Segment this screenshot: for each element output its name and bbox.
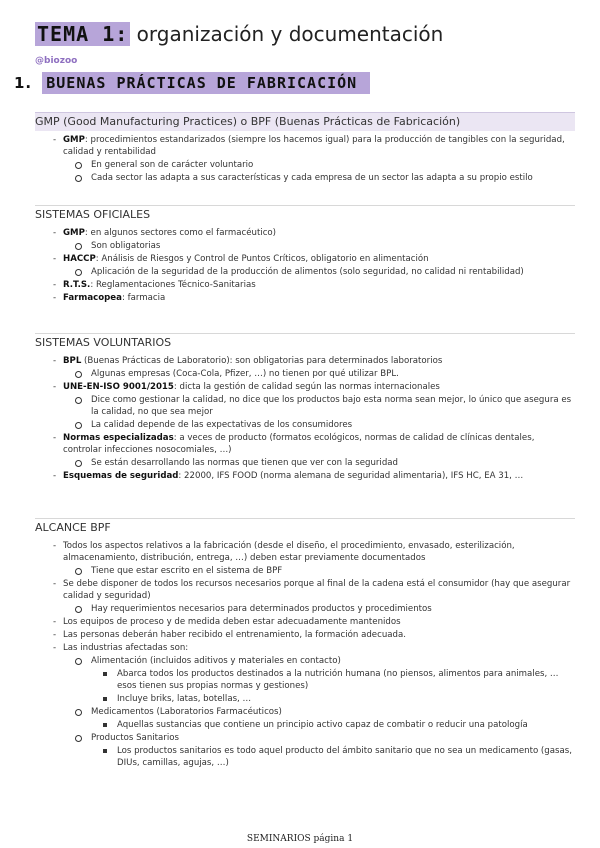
list-item: - Los equipos de proceso y de medida deben estar adecuadamente mantenidos [35,616,575,628]
list-item: - Normas especializadas: a veces de producto (formatos ecológicos, normas de calidad de clínicas dentales, controlar infecciones nosocomiales, …) [35,432,575,456]
gmp-heading: GMP (Good Manufacturing Practices) o BPF (Buenas Prácticas de Fabricación) [35,112,575,131]
official-systems-heading: SISTEMAS OFICIALES [35,205,575,224]
list-subsubitem: Los productos sanitarios es todo aquel producto del ámbito sanitario que no sea un medicamento (gasas, DIUs, camillas, agujas, …) [35,745,575,769]
list-subsubitem: Incluye briks, latas, botellas, … [35,693,575,705]
list-subitem: Alimentación (incluidos aditivos y materiales en contacto) [35,655,575,667]
topic-title [35,22,443,46]
scope-block [35,518,575,770]
author-handle: @biozoo [35,56,78,66]
list-subitem: La calidad depende de las expectativas de los consumidores [35,419,575,431]
list-item: - HACCP: Análisis de Riesgos y Control de Puntos Críticos, obligatorio en alimentación [35,253,575,265]
list-item: - R.T.S.: Reglamentaciones Técnico-Sanitarias [35,279,575,291]
gmp-block [35,112,575,185]
scope-heading: ALCANCE BPF [35,518,575,537]
section-title: BUENAS PRÁCTICAS DE FABRICACIÓN [42,72,370,94]
list-subitem: Hay requerimientos necesarios para determinados productos y procedimientos [35,603,575,615]
official-systems-block [35,205,575,305]
topic-name: organización y documentación [136,22,444,46]
list-subitem: Se están desarrollando las normas que tienen que ver con la seguridad [35,457,575,469]
list-item: - Las industrias afectadas son: [35,642,575,654]
list-subitem: Tiene que estar escrito en el sistema de BPF [35,565,575,577]
voluntary-systems-heading: SISTEMAS VOLUNTARIOS [35,333,575,352]
topic-label: TEMA 1: [37,22,129,46]
list-item: - Se debe disponer de todos los recursos necesarios porque al final de la cadena está el consumidor (hay que asegurar calidad y seguridad) [35,578,575,602]
list-subitem: En general son de carácter voluntario [35,159,575,171]
list-subsubitem: Abarca todos los productos destinados a la nutrición humana (no piensos, alimentos para animales, … esos tienen sus propias normas y gestiones) [35,668,575,692]
list-item: - Todos los aspectos relativos a la fabricación (desde el diseño, el procedimiento, envasado, esterilización, almacenamiento, distribución, entrega, …) deben estar previamente documentados [35,540,575,564]
list-subitem: Productos Sanitarios [35,732,575,744]
page-footer: SEMINARIOS página 1 [246,834,354,844]
list-subitem: Cada sector las adapta a sus características y cada empresa de un sector las adapta a su propio estilo [35,172,575,184]
list-item: - BPL (Buenas Prácticas de Laboratorio): son obligatorias para determinados laboratorios [35,355,575,367]
list-subitem: Dice como gestionar la calidad, no dice que los productos bajo esta norma sean mejor, lo único que asegura es la calidad, no que sea mejor [35,394,575,418]
voluntary-systems-block [35,333,575,483]
section-heading [14,72,586,96]
list-item: - GMP: en algunos sectores como el farmacéutico) [35,227,575,239]
list-subitem: Algunas empresas (Coca-Cola, Pfizer, …) no tienen por qué utilizar BPL. [35,368,575,380]
list-item: - Esquemas de seguridad: 22000, IFS FOOD (norma alemana de seguridad alimentaria), IFS HC, EA 31, … [35,470,575,482]
list-item: - Las personas deberán haber recibido el entrenamiento, la formación adecuada. [35,629,575,641]
section-number: 1. [14,74,33,92]
list-item: - Farmacopea: farmacia [35,292,575,304]
list-item: - GMP: procedimientos estandarizados (siempre los hacemos igual) para la producción de tangibles con la seguridad, calidad y rentabilidad [35,134,575,158]
list-subsubitem: Aquellas sustancias que contiene un principio activo capaz de combatir o reducir una patología [35,719,575,731]
list-subitem: Aplicación de la seguridad de la producción de alimentos (solo seguridad, no calidad ni rentabilidad) [35,266,575,278]
list-subitem: Son obligatorias [35,240,575,252]
list-subitem: Medicamentos (Laboratorios Farmacéuticos) [35,706,575,718]
list-item: - UNE-EN-ISO 9001/2015: dicta la gestión de calidad según las normas internacionales [35,381,575,393]
